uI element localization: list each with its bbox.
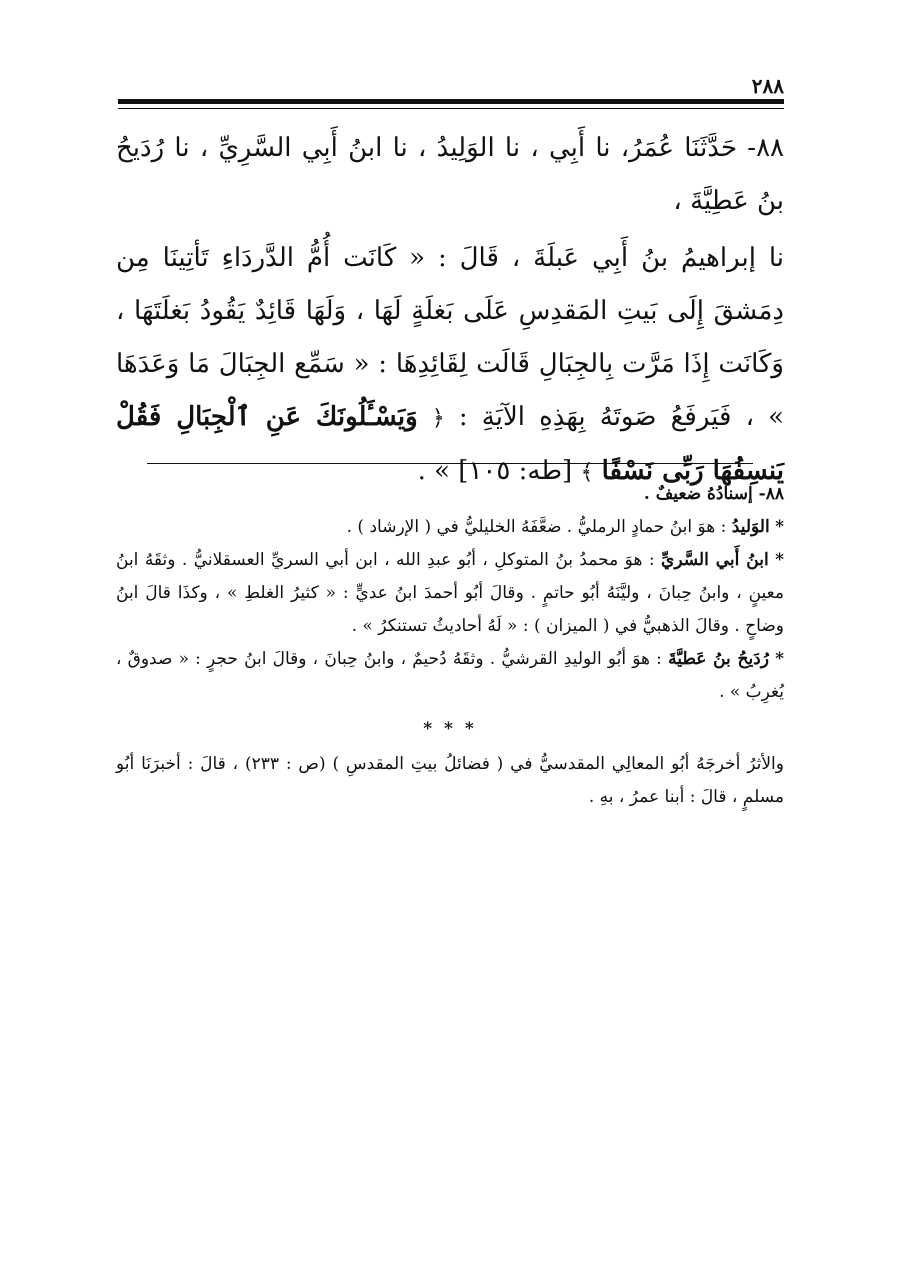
narrator-note: : هوَ محمدُ بنُ المتوكلِ ، أبُو عبدِ الله ، ابن أبي السريِّ العسقلانيُّ . وثقَهُ ابنُ معينٍ ، وابنُ حِبانَ ، وليَّنَهُ أبُو حاتمٍ . وقالَ أبُو أحمدَ ابنُ عديٍّ : « كثيرُ الغلطِ » ، وكذَا قالَ ابنُ وضاحٍ . وقالَ الذهبيُّ في ( الميزان ) : « لَهُ أحاديثُ تستنكرُ » . [116, 550, 784, 636]
footnote-item [116, 511, 784, 544]
footnote-marker: * [775, 550, 785, 570]
narrator-note: : هوَ ابنُ حمادٍ الرمليُّ . ضعَّفَهُ الخليليُّ في ( الإرشاد ) . [346, 517, 727, 537]
footnote-marker: * [775, 649, 785, 669]
narrator-name: ابنُ أَبي السَّريِّ [661, 550, 769, 570]
footnote-separator [147, 463, 753, 464]
page-number: ٢٨٨ [751, 74, 784, 98]
quran-ornament-close: ﴾ [580, 460, 594, 485]
section-separator-stars: * * * [423, 719, 477, 739]
hadith-chain: ٨٨- حَدَّثَنَا عُمَرُ، نا أَبِي ، نا الوَلِيدُ ، نا ابنُ أَبِي السَّرِيِّ ، نا رُدَيحُ بنُ عَطِيَّةَ ، [116, 133, 784, 216]
footnote-marker: * [775, 517, 784, 537]
narrator-name: رُدَيحُ بنُ عَطيَّةَ [668, 649, 769, 669]
footnote-item [116, 544, 784, 643]
quran-ornament-open: ﴿ [431, 406, 445, 431]
hadith-body [116, 232, 784, 499]
header-rule-thin [118, 108, 784, 109]
hadith-narrative: نا إبراهيمُ بنُ أَبِي عَبلَةَ ، قَالَ : « كَانَت أُمُّ الدَّردَاءِ تَأتِينَا مِن دِمَشقَ إِلَى بَيتِ المَقدِسِ عَلَى بَغلَةٍ لَهَا ، وَلَهَا قَائِدٌ يَقُودُ بَغلَتَهَا ، وَكَانَت إِذَا مَرَّت بِالجِبَالِ قَالَت لِقَائِدِهَا : « سَمِّع الجِبَالَ مَا وَعَدَهَا » ، فَيَرفَعُ صَوتَهُ بِهَذِهِ الآيَةِ : [116, 243, 785, 432]
footnote-closing: والأثرُ أخرجَهُ أبُو المعالِي المقدسيُّ في ( فضائلُ بيتِ المقدسِ ) (ص : ٢٣٣) ، قالَ : أخبرَنَا أبُو مسلمٍ ، قالَ : أبنا عمرُ ، بهِ . [116, 754, 784, 807]
footnotes [116, 478, 784, 814]
main-hadith-text [116, 122, 784, 499]
footnote-heading: ٨٨- إسنادُهُ ضعيفٌ . [643, 484, 784, 504]
narrator-note: : هوَ أبُو الوليدِ القرشيُّ . وثقَهُ دُحيمٌ ، وابنُ حِبانَ ، وقالَ ابنُ حجرٍ : « صدوقٌ ، يُغرِبُ » . [116, 649, 784, 702]
header-rule-thick [118, 99, 784, 104]
narrator-name: الوَليدُ [731, 517, 770, 537]
quran-verse: وَيَسْـَٔلُونَكَ عَنِ ٱلْجِبَالِ فَقُلْ يَنسِفُهَا رَبِّى نَسْفًا [116, 402, 784, 486]
quran-reference: [طه: ١٠٥] » . [417, 456, 573, 486]
footnote-item [116, 643, 784, 709]
